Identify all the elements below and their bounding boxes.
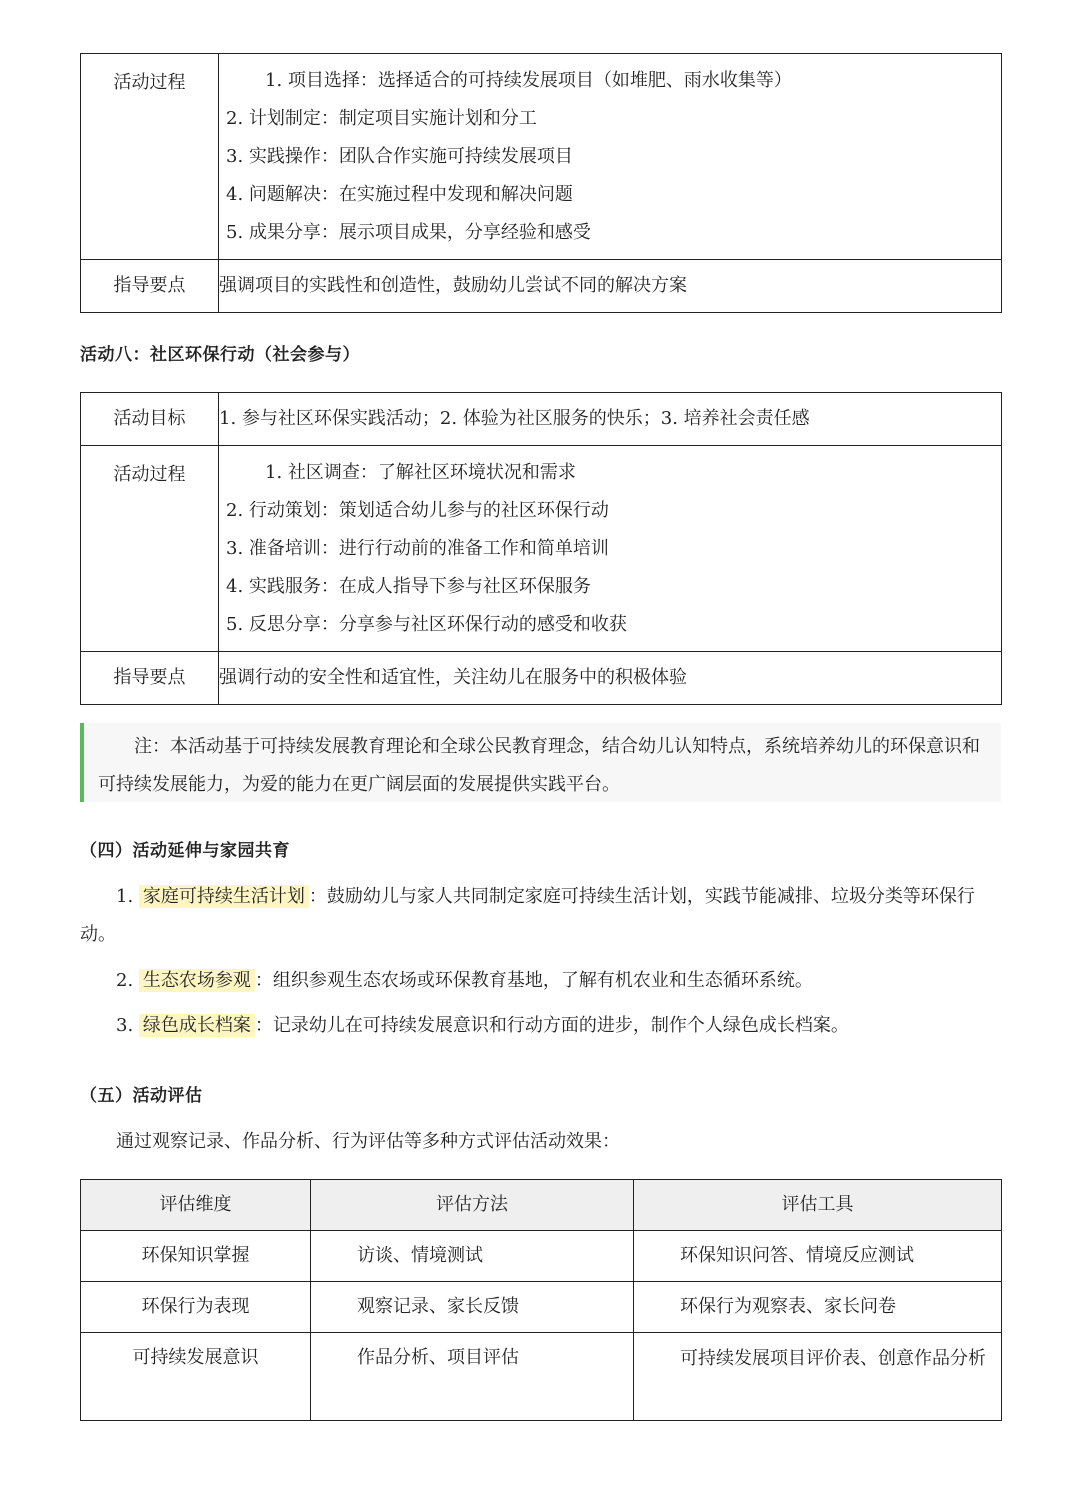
table-row (81, 393, 1002, 446)
process-label: 活动过程 (81, 446, 219, 652)
note-text: 注：本活动基于可持续发展教育理论和全球公民教育理念，结合幼儿认知特点，系统培养幼儿的环保意识和可持续发展能力，为爱的能力在更广阔层面的发展提供实践平台。 (98, 736, 980, 795)
process-steps (219, 446, 1002, 652)
process-steps (219, 54, 1002, 260)
note-box (80, 723, 1001, 802)
item-number: 3. (116, 1015, 134, 1036)
process-step: 4. 问题解决：在实施过程中发现和解决问题 (226, 184, 573, 205)
table-cell: 观察记录、家长反馈 (311, 1282, 634, 1333)
table-row (81, 652, 1002, 705)
item-desc: ：记录幼儿在可持续发展意识和行动方面的进步，制作个人绿色成长档案。 (254, 1015, 849, 1036)
item-number: 2. (116, 970, 134, 991)
item-desc: ：鼓励幼儿与家人共同制定家庭可持续生活计划，实践节能减排、垃圾分类等环保行动。 (80, 886, 975, 945)
table-row (81, 446, 1002, 652)
guide-text: 强调行动的安全性和适宜性，关注幼儿在服务中的积极体验 (219, 652, 1002, 705)
process-step: 2. 计划制定：制定项目实施计划和分工 (226, 108, 537, 129)
table-header-row (81, 1180, 1002, 1231)
section4-item-2 (80, 962, 1001, 1000)
table-cell: 环保知识掌握 (81, 1231, 311, 1282)
guide-label: 指导要点 (81, 260, 219, 313)
table-row (81, 1231, 1002, 1282)
item-number: 1. (116, 886, 134, 907)
table-row (81, 1333, 1002, 1421)
table-cell: 环保行为观察表、家长问卷 (634, 1282, 1002, 1333)
column-header: 评估维度 (81, 1180, 311, 1231)
table-cell: 环保知识问答、情境反应测试 (634, 1231, 1002, 1282)
process-step: 5. 成果分享：展示项目成果，分享经验和感受 (226, 222, 591, 243)
section4-heading: （四）活动延伸与家园共育 (80, 841, 290, 861)
section5-heading: （五）活动评估 (80, 1086, 203, 1106)
process-step: 3. 实践操作：团队合作实施可持续发展项目 (226, 146, 573, 167)
table-cell: 作品分析、项目评估 (311, 1333, 634, 1421)
table-cell: 访谈、情境测试 (311, 1231, 634, 1282)
process-step: 1. 社区调查：了解社区环境状况和需求 (265, 462, 576, 483)
evaluation-table (80, 1179, 1002, 1421)
activity8-heading: 活动八：社区环保行动（社会参与） (80, 345, 360, 365)
process-step: 3. 准备培训：进行行动前的准备工作和简单培训 (226, 538, 609, 559)
table-cell: 可持续发展项目评价表、创意作品分析 (634, 1333, 1002, 1421)
section5-intro: 通过观察记录、作品分析、行为评估等多种方式评估活动效果： (116, 1131, 620, 1152)
table-cell: 可持续发展意识 (81, 1333, 311, 1421)
item-title-highlight: 生态农场参观 (139, 969, 255, 992)
table-row (81, 54, 1002, 260)
goal-text: 1. 参与社区环保实践活动；2. 体验为社区服务的快乐；3. 培养社会责任感 (219, 393, 1002, 446)
item-desc: ：组织参观生态农场或环保教育基地，了解有机农业和生态循环系统。 (254, 970, 813, 991)
table-row (81, 1282, 1002, 1333)
activity8-table (80, 392, 1002, 705)
item-title-highlight: 绿色成长档案 (139, 1014, 255, 1037)
process-step: 5. 反思分享：分享参与社区环保行动的感受和收获 (226, 614, 627, 635)
process-label: 活动过程 (81, 54, 219, 260)
guide-label: 指导要点 (81, 652, 219, 705)
activity7-table (80, 53, 1002, 313)
section4-item-3 (80, 1007, 1001, 1045)
process-step: 4. 实践服务：在成人指导下参与社区环保服务 (226, 576, 591, 597)
table-row (81, 260, 1002, 313)
column-header: 评估方法 (311, 1180, 634, 1231)
section4-item-1 (80, 878, 1001, 954)
table-cell: 环保行为表现 (81, 1282, 311, 1333)
column-header: 评估工具 (634, 1180, 1002, 1231)
item-title-highlight: 家庭可持续生活计划 (139, 885, 309, 908)
goal-label: 活动目标 (81, 393, 219, 446)
guide-text: 强调项目的实践性和创造性，鼓励幼儿尝试不同的解决方案 (219, 260, 1002, 313)
process-step: 2. 行动策划：策划适合幼儿参与的社区环保行动 (226, 500, 609, 521)
process-step: 1. 项目选择：选择适合的可持续发展项目（如堆肥、雨水收集等） (265, 70, 792, 91)
